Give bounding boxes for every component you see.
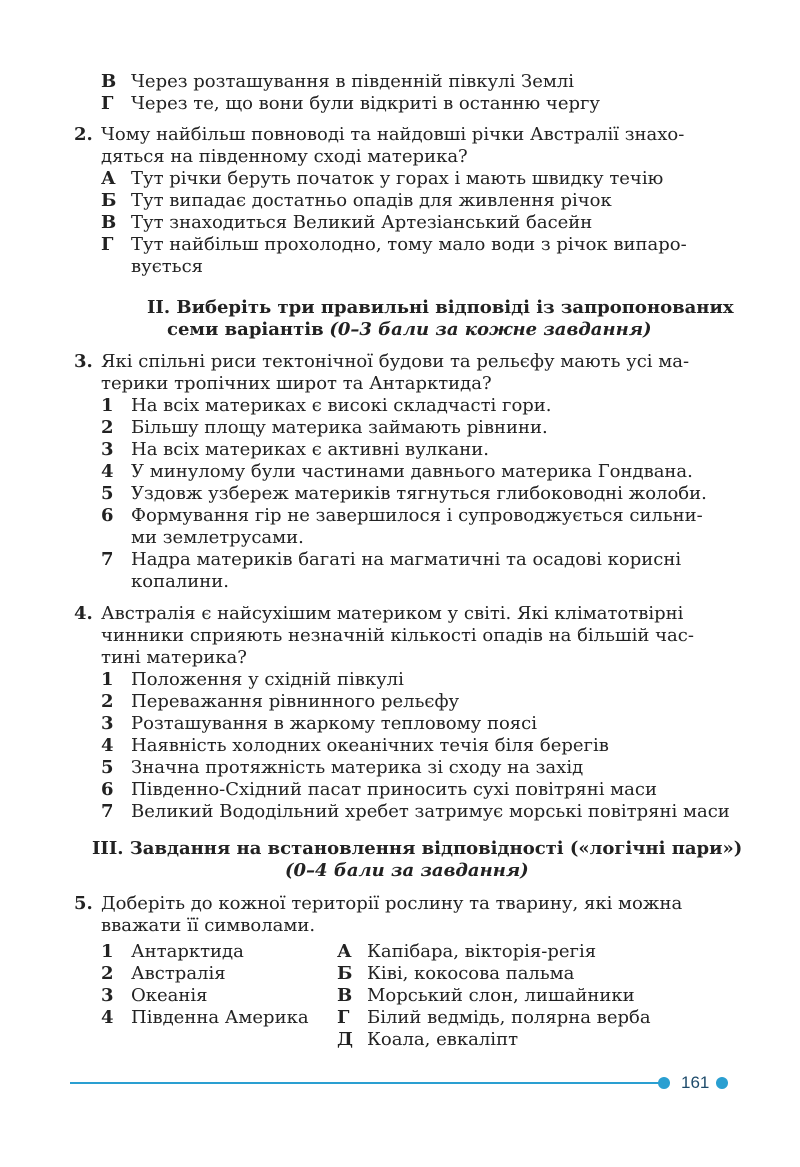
footer-dot-left [658, 1077, 670, 1089]
option-number: 1 [101, 395, 114, 416]
territory-name: Антарктида [131, 941, 244, 962]
question-text: Доберіть до кожної території рослину та тварину, які можна [101, 893, 683, 914]
option-text: Тут випадає достатньо опадів для живлення річок [131, 190, 612, 211]
option-text: Тут річки беруть початок у горах і мають швидку течію [131, 168, 664, 189]
footer-dot-right [716, 1077, 728, 1089]
question-text: чинники сприяють незначній кількості опадів на більшій час- [101, 625, 694, 646]
question-text: Австралія є найсухішим материком у світі. Які кліматотвірні [101, 603, 684, 624]
option-text: Тут найбільш прохолодно, тому мало води з річок випаро- [131, 234, 687, 255]
section-heading [167, 319, 652, 341]
option-text: Тут знаходиться Великий Артезіанський басейн [131, 212, 593, 233]
section-heading-text: семи варіантів [167, 319, 324, 340]
option-text: Надра материків багаті на магматичні та осадові корисні [131, 549, 682, 570]
question-text: тині материка? [101, 647, 247, 668]
territory-name: Південна Америка [131, 1007, 309, 1028]
option-text: Переважання рівнинного рельєфу [131, 691, 460, 712]
territory-number: 2 [101, 963, 114, 984]
option-number: 2 [101, 691, 114, 712]
option-letter: В [101, 71, 117, 92]
symbol-letter: А [337, 941, 352, 962]
section-heading: ІІІ. Завдання на встановлення відповідності («логічні пари») [92, 838, 743, 859]
section-heading-scoring: (0–3 бали за кожне завдання) [329, 319, 652, 340]
question-text: дяться на південному сході материка? [101, 146, 468, 167]
territory-name: Австралія [131, 963, 226, 984]
option-text: Значна протяжність материка зі сходу на захід [131, 757, 584, 778]
question-number: 3. [74, 351, 93, 372]
territory-number: 3 [101, 985, 114, 1006]
option-text: На всіх материках є високі складчасті гори. [131, 395, 552, 416]
option-number: 4 [101, 461, 114, 482]
footer-rule [70, 1082, 660, 1084]
symbol-pair: Морський слон, лишайники [367, 985, 635, 1006]
option-number: 3 [101, 439, 114, 460]
option-text: Формування гір не завершилося і супроводжується сильни- [131, 505, 703, 526]
option-number: 3 [101, 713, 114, 734]
symbol-pair: Ківі, кокосова пальма [367, 963, 575, 984]
option-text: У минулому були частинами давнього материка Гондвана. [131, 461, 693, 482]
option-text: Через розташування в південній півкулі Землі [131, 71, 575, 92]
territory-name: Океанія [131, 985, 208, 1006]
option-number: 6 [101, 505, 114, 526]
question-text: вважати її символами. [101, 915, 316, 936]
option-number: 5 [101, 757, 114, 778]
symbol-letter: Г [337, 1007, 350, 1028]
question-number: 5. [74, 893, 93, 914]
option-text: На всіх материках є активні вулкани. [131, 439, 489, 460]
option-letter: А [101, 168, 116, 189]
symbol-letter: В [337, 985, 353, 1006]
section-heading-scoring: (0–4 бали за завдання) [285, 860, 529, 881]
option-letter: В [101, 212, 117, 233]
section-heading: ІІ. Виберіть три правильні відповіді із запропонованих [147, 297, 734, 318]
option-number: 4 [101, 735, 114, 756]
option-text: Положення у східній півкулі [131, 669, 404, 690]
page-number: 161 [681, 1073, 710, 1092]
symbol-pair: Капібара, вікторія-регія [367, 941, 597, 962]
option-number: 1 [101, 669, 114, 690]
question-number: 4. [74, 603, 93, 624]
symbol-letter: Б [337, 963, 353, 984]
option-text: Через те, що вони були відкриті в останню чергу [131, 93, 601, 114]
symbol-pair: Коала, евкаліпт [367, 1029, 519, 1050]
territory-number: 4 [101, 1007, 114, 1028]
option-number: 7 [101, 549, 114, 570]
option-number: 5 [101, 483, 114, 504]
option-number: 7 [101, 801, 114, 822]
option-text-continued: копалини. [131, 571, 229, 592]
option-text: Наявність холодних океанічних течія біля берегів [131, 735, 609, 756]
territory-number: 1 [101, 941, 114, 962]
option-text-continued: ми землетрусами. [131, 527, 304, 548]
option-number: 6 [101, 779, 114, 800]
question-text: Які спільні риси тектонічної будови та рельєфу мають усі ма- [101, 351, 690, 372]
option-text: Уздовж узбереж материків тягнуться глибоководні жолоби. [131, 483, 707, 504]
option-text: Більшу площу материка займають рівнини. [131, 417, 548, 438]
symbol-letter: Д [337, 1029, 354, 1050]
option-text: Розташування в жаркому тепловому поясі [131, 713, 537, 734]
option-number: 2 [101, 417, 114, 438]
option-text: Південно-Східний пасат приносить сухі повітряні маси [131, 779, 657, 800]
question-text: Чому найбільш повноводі та найдовші річки Австралії знахо- [101, 124, 685, 145]
option-text-continued: вується [131, 256, 203, 277]
option-text: Великий Вододільний хребет затримує морські повітряні маси [131, 801, 730, 822]
option-letter: Г [101, 234, 114, 255]
question-number: 2. [74, 124, 93, 145]
option-letter: Г [101, 93, 114, 114]
option-letter: Б [101, 190, 117, 211]
question-text: терики тропічних широт та Антарктида? [101, 373, 492, 394]
symbol-pair: Білий ведмідь, полярна верба [367, 1007, 651, 1028]
